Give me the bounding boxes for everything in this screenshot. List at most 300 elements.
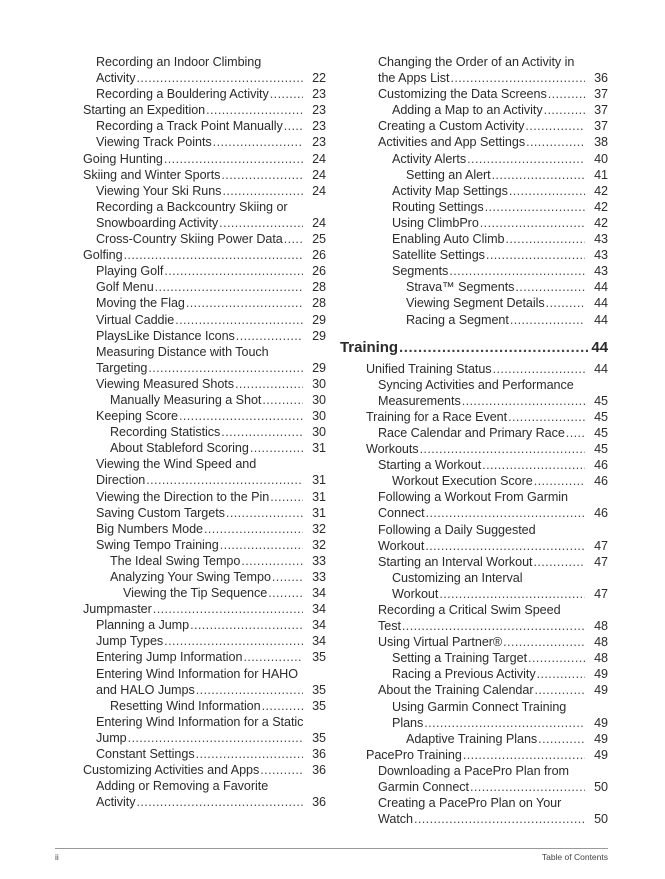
toc-entry-title: About Stableford Scoring bbox=[110, 441, 249, 456]
dot-leader bbox=[148, 360, 303, 376]
toc-entry[interactable] bbox=[406, 279, 608, 295]
toc-entry[interactable] bbox=[378, 425, 608, 441]
dot-leader bbox=[262, 698, 303, 714]
toc-page-number: 49 bbox=[594, 715, 608, 730]
toc-entry[interactable] bbox=[366, 441, 608, 457]
toc-entry[interactable] bbox=[96, 344, 326, 376]
toc-page-number: 48 bbox=[594, 619, 608, 634]
toc-entry[interactable] bbox=[378, 522, 608, 554]
toc-page-number: 37 bbox=[594, 87, 608, 102]
toc-entry-title: PacePro Training bbox=[366, 747, 462, 762]
dot-leader bbox=[221, 424, 303, 440]
dot-leader bbox=[260, 762, 303, 778]
toc-entry-title: Starting an Expedition bbox=[83, 103, 206, 118]
toc-entry-title: Viewing Track Points bbox=[96, 135, 212, 150]
toc-entry[interactable] bbox=[378, 795, 608, 827]
toc-page-number: 29 bbox=[312, 312, 326, 327]
toc-page-number: 26 bbox=[312, 248, 326, 263]
toc-entry[interactable] bbox=[96, 279, 326, 295]
footer-page-number: ii bbox=[55, 852, 59, 862]
toc-entry[interactable] bbox=[392, 699, 608, 731]
toc-entry[interactable] bbox=[123, 585, 326, 601]
toc-page-number: 36 bbox=[312, 795, 326, 810]
toc-entry-title: Setting a Training Target bbox=[392, 651, 528, 666]
toc-entry-title: Big Numbers Mode bbox=[96, 521, 203, 536]
dot-leader bbox=[219, 215, 303, 231]
toc-entry[interactable] bbox=[96, 778, 326, 810]
toc-page-number: 42 bbox=[594, 215, 608, 230]
toc-page-number: 30 bbox=[312, 409, 326, 424]
toc-entry[interactable] bbox=[96, 505, 326, 521]
dot-leader bbox=[515, 279, 585, 295]
toc-entry[interactable] bbox=[96, 86, 326, 102]
toc-entry[interactable] bbox=[96, 376, 326, 392]
dot-leader bbox=[503, 634, 585, 650]
toc-entry[interactable] bbox=[83, 102, 326, 118]
toc-entry-title: Recording an Indoor Climbing bbox=[96, 55, 262, 69]
toc-entry-title: Jump Types bbox=[96, 634, 164, 649]
toc-page-number: 42 bbox=[594, 199, 608, 214]
toc-page-number: 23 bbox=[312, 119, 326, 134]
toc-page-number: 47 bbox=[594, 538, 608, 553]
toc-entry[interactable] bbox=[392, 102, 608, 118]
toc-entry[interactable] bbox=[392, 183, 608, 199]
toc-entry[interactable] bbox=[378, 86, 608, 102]
toc-entry[interactable] bbox=[378, 602, 608, 634]
toc-entry[interactable] bbox=[83, 762, 326, 778]
toc-entry-title: Using Virtual Partner® bbox=[378, 635, 503, 650]
toc-entry[interactable] bbox=[392, 650, 608, 666]
toc-entry-title: Viewing the Tip Sequence bbox=[123, 586, 268, 601]
toc-entry-title: Adding a Map to an Activity bbox=[392, 103, 543, 118]
dot-leader bbox=[414, 811, 585, 827]
dot-leader bbox=[510, 312, 585, 328]
toc-page-number: 34 bbox=[312, 634, 326, 649]
dot-leader bbox=[533, 554, 585, 570]
toc-entry-title: Customizing an Interval bbox=[392, 570, 523, 585]
toc-entry-title: Racing a Previous Activity bbox=[392, 667, 536, 682]
toc-entry-title: Entering Jump Information bbox=[96, 650, 243, 665]
toc-entry[interactable] bbox=[366, 409, 608, 425]
toc-entry-title: Recording a Critical Swim Speed bbox=[378, 603, 561, 617]
toc-entry-title: Following a Daily Suggested bbox=[378, 522, 536, 537]
toc-entry-title: Creating a PacePro Plan on Your bbox=[378, 796, 562, 811]
toc-entry-title: PlaysLike Distance Icons bbox=[96, 328, 235, 343]
toc-entry[interactable] bbox=[392, 263, 608, 279]
dot-leader bbox=[272, 569, 303, 585]
dot-leader bbox=[284, 118, 303, 134]
toc-entry[interactable] bbox=[110, 553, 326, 569]
toc-entry[interactable] bbox=[96, 118, 326, 134]
dot-leader bbox=[284, 231, 303, 247]
toc-page-number: 49 bbox=[594, 747, 608, 762]
toc-entry-title: Resetting Wind Information bbox=[110, 698, 261, 713]
toc-entry-title: Plans bbox=[392, 715, 424, 730]
toc-page-number: 30 bbox=[312, 425, 326, 440]
toc-page-number: 35 bbox=[312, 682, 326, 697]
toc-page-number: 46 bbox=[594, 458, 608, 473]
toc-entry[interactable] bbox=[366, 361, 608, 377]
toc-page-number: 33 bbox=[312, 553, 326, 568]
toc-page-number: 44 bbox=[594, 312, 608, 327]
dot-leader bbox=[566, 425, 585, 441]
toc-entry[interactable] bbox=[392, 151, 608, 167]
toc-page-number: 29 bbox=[312, 360, 326, 375]
toc-entry[interactable] bbox=[96, 456, 326, 488]
toc-entry-title: Golf Menu bbox=[96, 280, 154, 295]
toc-page-number: 50 bbox=[594, 812, 608, 827]
toc-page-number: 48 bbox=[594, 651, 608, 666]
dot-leader bbox=[463, 747, 585, 763]
toc-entry[interactable] bbox=[110, 698, 326, 714]
toc-entry-title: Keeping Score bbox=[96, 409, 178, 424]
toc-entry-title: Satellite Settings bbox=[392, 248, 485, 263]
dot-leader bbox=[546, 295, 585, 311]
toc-page-number: 45 bbox=[594, 425, 608, 440]
toc-entry-title: Recording a Track Point Manually bbox=[96, 119, 283, 134]
toc-entry[interactable] bbox=[406, 312, 608, 328]
toc-entry[interactable] bbox=[366, 747, 608, 763]
toc-entry[interactable] bbox=[378, 634, 608, 650]
toc-page-number: 37 bbox=[594, 119, 608, 134]
dot-leader bbox=[164, 263, 303, 279]
toc-entry-title: Unified Training Status bbox=[366, 361, 492, 376]
dot-leader bbox=[505, 231, 585, 247]
toc-entry[interactable] bbox=[96, 649, 326, 665]
toc-entry-title: Golfing bbox=[83, 248, 123, 263]
dot-leader bbox=[213, 134, 303, 150]
toc-entry[interactable] bbox=[83, 167, 326, 183]
toc-entry-title: Cross-Country Skiing Power Data bbox=[96, 232, 283, 247]
toc-page-number: 29 bbox=[312, 328, 326, 343]
toc-entry[interactable] bbox=[96, 231, 326, 247]
toc-entry[interactable] bbox=[96, 746, 326, 762]
dot-leader bbox=[196, 746, 303, 762]
toc-entry-title: Planning a Jump bbox=[96, 618, 190, 633]
dot-leader bbox=[426, 505, 585, 521]
dot-leader bbox=[450, 70, 585, 86]
toc-entry-title: The Ideal Swing Tempo bbox=[110, 553, 241, 568]
toc-entry-title: Activity Alerts bbox=[392, 151, 467, 166]
dot-leader bbox=[164, 633, 303, 649]
toc-page-number: 31 bbox=[312, 489, 326, 504]
toc-entry-title: Virtual Caddie bbox=[96, 312, 175, 327]
toc-entry-title: and HALO Jumps bbox=[96, 682, 195, 697]
toc-entry[interactable] bbox=[392, 473, 608, 489]
toc-entry-title: the Apps List bbox=[378, 71, 450, 86]
toc-entry[interactable] bbox=[96, 199, 326, 231]
toc-entry-title: Recording a Bouldering Activity bbox=[96, 87, 269, 102]
dot-leader bbox=[462, 393, 585, 409]
toc-page-number: 35 bbox=[312, 650, 326, 665]
toc-page-number: 34 bbox=[312, 586, 326, 601]
toc-page-number: 38 bbox=[594, 135, 608, 150]
toc-entry-title: Watch bbox=[378, 812, 413, 827]
toc-entry[interactable] bbox=[96, 328, 326, 344]
toc-entry[interactable] bbox=[378, 457, 608, 473]
toc-page-number: 44 bbox=[594, 280, 608, 295]
toc-entry-title: Activity Map Settings bbox=[392, 183, 508, 198]
dot-leader bbox=[222, 183, 303, 199]
toc-page-number: 50 bbox=[594, 780, 608, 795]
toc-entry-title: Activity bbox=[96, 795, 136, 810]
toc-page-number: 36 bbox=[312, 763, 326, 778]
toc-entry-title: Viewing Your Ski Runs bbox=[96, 183, 222, 198]
dot-leader bbox=[250, 440, 303, 456]
toc-entry-title: Creating a Custom Activity bbox=[378, 119, 525, 134]
toc-entry-title: Racing a Segment bbox=[406, 312, 509, 327]
toc-page-number: 43 bbox=[594, 264, 608, 279]
toc-entry-title: Training for a Race Event bbox=[366, 409, 508, 424]
dot-leader bbox=[204, 521, 303, 537]
toc-entry-title: Skiing and Winter Sports bbox=[83, 167, 221, 182]
toc-entry[interactable] bbox=[378, 118, 608, 134]
toc-entry[interactable] bbox=[392, 247, 608, 263]
toc-entry-title: Segments bbox=[392, 264, 449, 279]
toc-page-number: 28 bbox=[312, 296, 326, 311]
toc-entry-title: Strava™ Segments bbox=[406, 280, 515, 295]
dot-leader bbox=[235, 376, 303, 392]
toc-entry-title: Setting an Alert bbox=[406, 167, 491, 182]
toc-page-number: 24 bbox=[312, 151, 326, 166]
toc-page-number: 44 bbox=[594, 296, 608, 311]
toc-entry-title: Measuring Distance with Touch bbox=[96, 344, 269, 359]
toc-page-number: 37 bbox=[594, 103, 608, 118]
toc-entry[interactable] bbox=[96, 489, 326, 505]
toc-entry[interactable] bbox=[340, 338, 608, 358]
dot-leader bbox=[534, 473, 585, 489]
dot-leader bbox=[206, 102, 303, 118]
dot-leader bbox=[492, 167, 585, 183]
toc-entry-title: Recording Statistics bbox=[110, 425, 221, 440]
toc-entry[interactable] bbox=[83, 151, 326, 167]
toc-entry-title: Test bbox=[378, 619, 401, 634]
toc-page-number: 40 bbox=[594, 151, 608, 166]
dot-leader bbox=[482, 457, 585, 473]
toc-entry[interactable] bbox=[96, 521, 326, 537]
toc-page-number: 35 bbox=[312, 698, 326, 713]
toc-page-number: 45 bbox=[594, 393, 608, 408]
toc-entry-title: Swing Tempo Training bbox=[96, 537, 219, 552]
toc-page-number: 49 bbox=[594, 731, 608, 746]
toc-entry-title: Race Calendar and Primary Race bbox=[378, 425, 565, 440]
dot-leader bbox=[528, 650, 585, 666]
toc-entry[interactable] bbox=[96, 537, 326, 553]
toc-entry-title: Workout bbox=[378, 538, 425, 553]
toc-entry-title: Connect bbox=[378, 506, 425, 521]
dot-leader bbox=[175, 312, 303, 328]
dot-leader bbox=[196, 682, 303, 698]
dot-leader bbox=[544, 102, 585, 118]
dot-leader bbox=[509, 183, 585, 199]
toc-entry-title: Workouts bbox=[366, 442, 419, 457]
toc-left-column bbox=[83, 54, 326, 810]
dot-leader bbox=[486, 247, 585, 263]
dot-leader bbox=[226, 505, 303, 521]
dot-leader bbox=[493, 361, 585, 377]
toc-page-number: 34 bbox=[312, 602, 326, 617]
toc-page-number: 30 bbox=[312, 392, 326, 407]
toc-entry[interactable] bbox=[378, 763, 608, 795]
toc-entry[interactable] bbox=[392, 666, 608, 682]
toc-page-number: 44 bbox=[591, 338, 608, 356]
dot-leader bbox=[153, 601, 303, 617]
toc-entry[interactable] bbox=[406, 295, 608, 311]
toc-page-number: 33 bbox=[312, 570, 326, 584]
toc-page-number: 41 bbox=[594, 167, 608, 182]
toc-entry-title: Downloading a PacePro Plan from bbox=[378, 763, 569, 778]
toc-entry-title: Starting a Workout bbox=[378, 458, 482, 473]
toc-page-number: 35 bbox=[312, 730, 326, 745]
toc-entry[interactable] bbox=[83, 247, 326, 263]
toc-entry-title: Analyzing Your Swing Tempo bbox=[110, 570, 271, 584]
toc-entry[interactable] bbox=[378, 377, 608, 409]
toc-entry-title: Playing Golf bbox=[96, 264, 164, 279]
toc-entry-title: Jumpmaster bbox=[83, 602, 152, 617]
toc-entry[interactable] bbox=[96, 714, 326, 746]
toc-page-number: 47 bbox=[594, 554, 608, 569]
toc-page-number: 24 bbox=[312, 183, 326, 198]
toc-page-number: 24 bbox=[312, 215, 326, 230]
toc-entry-title: Entering Wind Information for HAHO bbox=[96, 666, 298, 681]
dot-leader bbox=[538, 731, 585, 747]
toc-page-number: 48 bbox=[594, 635, 608, 650]
toc-page-number: 23 bbox=[312, 103, 326, 118]
toc-entry[interactable] bbox=[392, 199, 608, 215]
toc-entry[interactable] bbox=[378, 682, 608, 698]
dot-leader bbox=[164, 151, 303, 167]
toc-entry[interactable] bbox=[406, 167, 608, 183]
toc-entry[interactable] bbox=[110, 440, 326, 456]
toc-entry-title: Starting an Interval Workout bbox=[378, 554, 533, 569]
toc-page-number: 36 bbox=[594, 71, 608, 86]
dot-leader bbox=[425, 538, 585, 554]
toc-page-number: 42 bbox=[594, 183, 608, 198]
toc-entry[interactable] bbox=[96, 295, 326, 311]
toc-entry[interactable] bbox=[392, 570, 608, 602]
toc-entry-title: Using ClimbPro bbox=[392, 215, 479, 230]
toc-entry-title: Workout Execution Score bbox=[392, 474, 533, 489]
toc-entry-title: Manually Measuring a Shot bbox=[110, 392, 262, 407]
toc-right-column bbox=[340, 54, 608, 827]
dot-leader bbox=[186, 295, 303, 311]
dot-leader bbox=[137, 70, 304, 86]
dot-leader bbox=[236, 328, 303, 344]
dot-leader bbox=[270, 86, 303, 102]
dot-leader bbox=[190, 617, 303, 633]
dot-leader bbox=[424, 715, 585, 731]
toc-entry-title: Viewing Segment Details bbox=[406, 296, 545, 311]
toc-entry[interactable] bbox=[96, 183, 326, 199]
dot-leader bbox=[467, 151, 585, 167]
toc-entry-title: Activity bbox=[96, 71, 136, 86]
toc-entry[interactable] bbox=[110, 424, 326, 440]
toc-entry-title: Direction bbox=[96, 473, 146, 488]
toc-entry[interactable] bbox=[96, 666, 326, 698]
toc-page-number: 28 bbox=[312, 280, 326, 295]
dot-leader bbox=[220, 537, 303, 553]
toc-entry[interactable] bbox=[110, 392, 326, 408]
toc-page-number: 31 bbox=[312, 505, 326, 520]
dot-leader bbox=[124, 247, 303, 263]
toc-entry[interactable] bbox=[96, 633, 326, 649]
toc-entry-title: Jump bbox=[96, 730, 127, 745]
toc-entry-title: About the Training Calendar bbox=[378, 683, 534, 698]
dot-leader bbox=[420, 441, 585, 457]
toc-page-number: 43 bbox=[594, 248, 608, 263]
toc-entry-title: Entering Wind Information for a Static bbox=[96, 714, 304, 729]
toc-entry[interactable] bbox=[378, 134, 608, 150]
dot-leader bbox=[534, 682, 585, 698]
dot-leader bbox=[470, 779, 585, 795]
toc-page-number: 44 bbox=[594, 361, 608, 376]
toc-entry-title: Garmin Connect bbox=[378, 780, 469, 795]
toc-entry-title: Recording a Backcountry Skiing or bbox=[96, 199, 288, 214]
toc-entry[interactable] bbox=[96, 54, 326, 86]
toc-entry[interactable] bbox=[392, 231, 608, 247]
toc-entry[interactable] bbox=[96, 263, 326, 279]
toc-entry-title: Snowboarding Activity bbox=[96, 215, 219, 230]
toc-entry-title: Customizing Activities and Apps bbox=[83, 763, 260, 778]
dot-leader bbox=[402, 618, 585, 634]
toc-entry-title: Routing Settings bbox=[392, 199, 484, 214]
dot-leader bbox=[270, 489, 303, 505]
toc-entry[interactable] bbox=[96, 617, 326, 633]
toc-page-number: 23 bbox=[312, 87, 326, 102]
toc-entry-title: Adaptive Training Plans bbox=[406, 731, 538, 746]
toc-page-number: 43 bbox=[594, 232, 608, 247]
dot-leader bbox=[243, 649, 303, 665]
toc-page-number: 23 bbox=[312, 135, 326, 150]
toc-entry-title: Following a Workout From Garmin bbox=[378, 490, 568, 505]
toc-entry[interactable] bbox=[96, 134, 326, 150]
toc-page-number: 46 bbox=[594, 474, 608, 489]
toc-entry-title: Saving Custom Targets bbox=[96, 505, 225, 520]
toc-entry-title: Adding or Removing a Favorite bbox=[96, 779, 269, 794]
dot-leader bbox=[221, 167, 303, 183]
toc-entry-title: Moving the Flag bbox=[96, 296, 185, 311]
toc-entry[interactable] bbox=[96, 312, 326, 328]
toc-page-number: 31 bbox=[312, 473, 326, 488]
toc-entry-title: Viewing the Direction to the Pin bbox=[96, 489, 270, 504]
toc-page-number: 36 bbox=[312, 747, 326, 762]
toc-entry[interactable] bbox=[392, 215, 608, 231]
toc-entry-title: Syncing Activities and Performance bbox=[378, 377, 574, 392]
toc-entry[interactable] bbox=[378, 489, 608, 521]
toc-entry-title: Changing the Order of an Activity in bbox=[378, 55, 575, 69]
footer-title: Table of Contents bbox=[541, 852, 608, 862]
toc-entry-title: Measurements bbox=[378, 393, 461, 408]
toc-page-number: 32 bbox=[312, 537, 326, 552]
toc-entry[interactable] bbox=[378, 54, 608, 86]
toc-entry[interactable] bbox=[406, 731, 608, 747]
dot-leader bbox=[128, 730, 303, 746]
toc-page-number: 45 bbox=[594, 409, 608, 424]
dot-leader bbox=[241, 553, 303, 569]
dot-leader bbox=[399, 338, 589, 358]
toc-entry[interactable] bbox=[378, 554, 608, 570]
toc-entry[interactable] bbox=[96, 408, 326, 424]
toc-page-number: 47 bbox=[594, 586, 608, 601]
toc-page-number: 30 bbox=[312, 376, 326, 391]
toc-page-number: 24 bbox=[312, 167, 326, 182]
toc-entry-title: Viewing Measured Shots bbox=[96, 376, 234, 391]
toc-entry[interactable] bbox=[110, 569, 326, 585]
toc-entry[interactable] bbox=[83, 601, 326, 617]
toc-page-number: 25 bbox=[312, 232, 326, 247]
dot-leader bbox=[526, 134, 585, 150]
toc-page-number: 45 bbox=[594, 442, 608, 457]
